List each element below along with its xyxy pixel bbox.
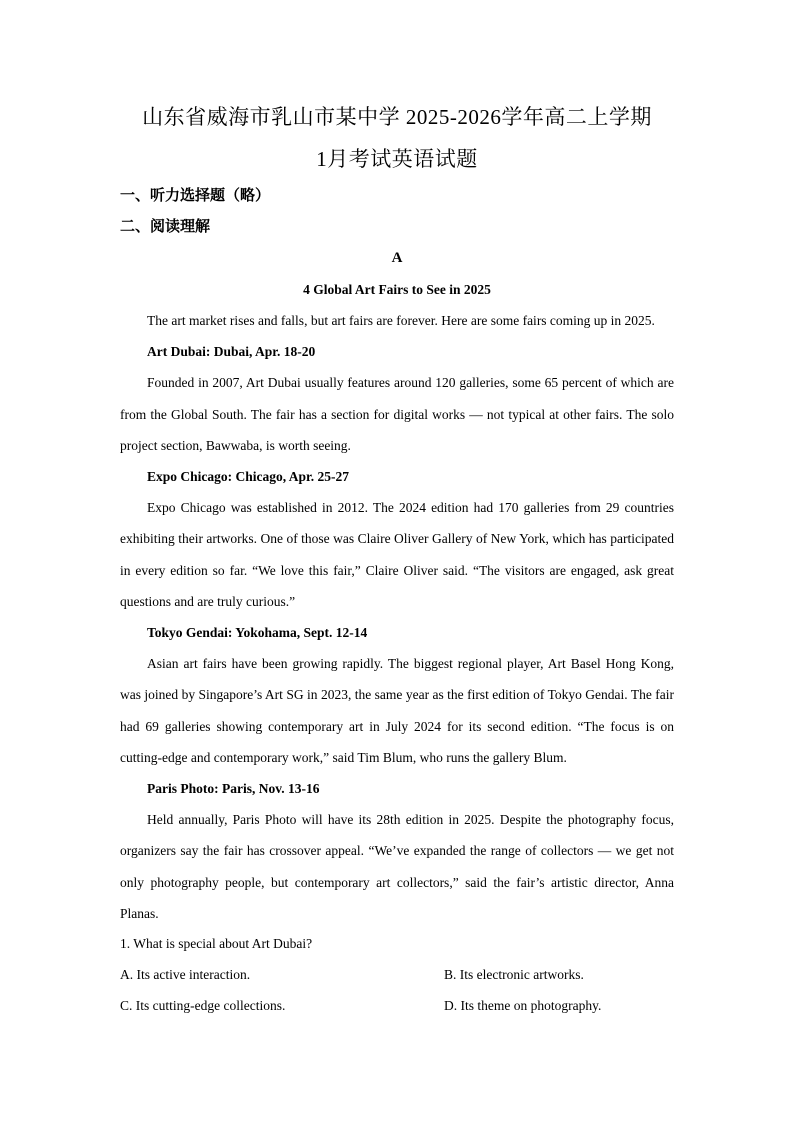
question-1-stem: 1. What is special about Art Dubai? bbox=[120, 936, 313, 951]
fair-heading-paris-photo: Paris Photo: Paris, Nov. 13-16 bbox=[147, 781, 320, 797]
question-1-option-d: D. Its theme on photography. bbox=[444, 998, 602, 1013]
passage-title: 4 Global Art Fairs to See in 2025 bbox=[303, 282, 491, 297]
passage-label: A bbox=[391, 250, 403, 266]
fair-heading-art-dubai: Art Dubai: Dubai, Apr. 18-20 bbox=[147, 344, 316, 360]
fair-text-paris-photo: Held annually, Paris Photo will have its 28th edition in 2025. Despite the photography focus, organizers say the fair has crossover appeal. “We’ve expanded the range of collectors — we get not only photography people, but contemporary art collectors,” said the fair’s artistic director, Anna Planas. bbox=[120, 812, 674, 921]
passage-body bbox=[120, 305, 674, 929]
fair-heading-tokyo-gendai: Tokyo Gendai: Yokohama, Sept. 12-14 bbox=[147, 625, 368, 641]
section-listening-heading: 一、听力选择题（略） bbox=[120, 188, 271, 204]
exam-title-line2: 1月考试英语试题 bbox=[316, 147, 478, 171]
passage-intro: The art market rises and falls, but art fairs are forever. Here are some fairs coming up in 2025. bbox=[147, 313, 655, 328]
fair-text-expo-chicago: Expo Chicago was established in 2012. The 2024 edition had 170 galleries from 29 countries exhibiting their artworks. One of those was Claire Oliver Gallery of New York, which has participated in every edition so far. “We love this fair,” Claire Oliver said. “The visitors are engaged, ask great questions and are truly curious.” bbox=[120, 500, 674, 609]
section-reading-heading: 二、阅读理解 bbox=[120, 219, 211, 235]
exam-title-line1: 山东省威海市乳山市某中学 2025-2026学年高二上学期 bbox=[142, 105, 652, 129]
question-1-option-c: C. Its cutting-edge collections. bbox=[120, 998, 286, 1013]
question-1-option-a: A. Its active interaction. bbox=[120, 967, 251, 982]
fair-text-tokyo-gendai: Asian art fairs have been growing rapidly. The biggest regional player, Art Basel Hong Kong, was joined by Singapore’s Art SG in 2023, the same year as the first edition of Tokyo Gendai. The fair had 69 galleries showing contemporary art in July 2024 for its second edition. “The focus is on cutting-edge and contemporary work,” said Tim Blum, who runs the gallery Blum. bbox=[120, 656, 674, 765]
fair-heading-expo-chicago: Expo Chicago: Chicago, Apr. 25-27 bbox=[147, 469, 350, 485]
question-1-option-b: B. Its electronic artworks. bbox=[444, 967, 584, 982]
fair-text-art-dubai: Founded in 2007, Art Dubai usually features around 120 galleries, some 65 percent of which are from the Global South. The fair has a section for digital works — not typical at other fairs. The solo project section, Bawwaba, is worth seeing. bbox=[120, 375, 674, 453]
